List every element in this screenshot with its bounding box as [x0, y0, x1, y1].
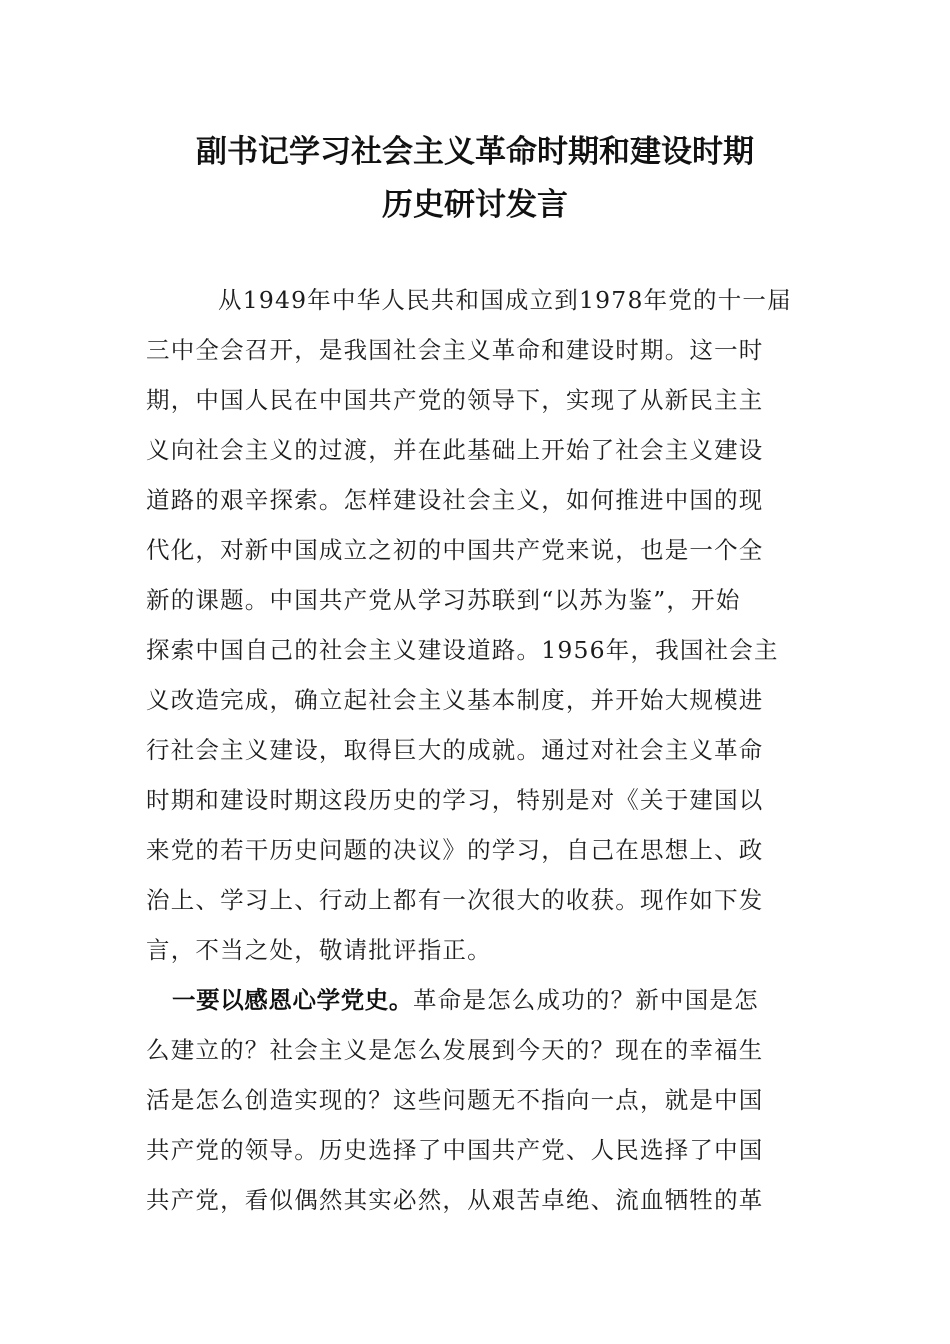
paragraph-1-line: 治上、学习上、行动上都有一次很大的收获。现作如下发 — [146, 886, 764, 914]
paragraph-1-line: 义向社会主义的过渡，并在此基础上开始了社会主义建设 — [146, 436, 764, 464]
paragraph-1-line: 探索中国自己的社会主义建设道路。1956年，我国社会主 — [146, 636, 779, 664]
document-title-line-2: 历史研讨发言 — [382, 187, 568, 223]
paragraph-1-line: 代化，对新中国成立之初的中国共产党来说，也是一个全 — [146, 536, 764, 564]
paragraph-2-first-line — [172, 975, 842, 1025]
paragraph-2-line: 活是怎么创造实现的？这些问题无不指向一点，就是中国 — [146, 1086, 764, 1114]
paragraph-1-line: 言，不当之处，敬请批评指正。 — [146, 936, 492, 964]
paragraph-1-line: 义改造完成，确立起社会主义基本制度，并开始大规模进 — [146, 686, 764, 714]
paragraph-2-first-line-rest: 革命是怎么成功的？新中国是怎 — [413, 986, 759, 1014]
paragraph-1-line: 从1949年中华人民共和国成立到1978年党的十一届 — [218, 286, 792, 314]
paragraph-1-line: 期，中国人民在中国共产党的领导下，实现了从新民主主 — [146, 386, 764, 414]
section-heading: 一要以感恩心学党史。 — [172, 986, 413, 1014]
paragraph-1-line: 三中全会召开，是我国社会主义革命和建设时期。这一时 — [146, 336, 764, 364]
paragraph-1-line: 新的课题。中国共产党从学习苏联到“以苏为鉴”，开始 — [146, 586, 741, 614]
paragraph-1-line: 时期和建设时期这段历史的学习，特别是对《关于建国以 — [146, 786, 764, 814]
paragraph-1-line: 来党的若干历史问题的决议》的学习，自己在思想上、政 — [146, 836, 764, 864]
paragraph-2-line: 共产党的领导。历史选择了中国共产党、人民选择了中国 — [146, 1136, 764, 1164]
paragraph-2-line: 么建立的？社会主义是怎么发展到今天的？现在的幸福生 — [146, 1036, 764, 1064]
paragraph-1-line: 道路的艰辛探索。怎样建设社会主义，如何推进中国的现 — [146, 486, 764, 514]
paragraph-2-line: 共产党，看似偶然其实必然，从艰苦卓绝、流血牺牲的革 — [146, 1186, 764, 1214]
paragraph-1-line: 行社会主义建设，取得巨大的成就。通过对社会主义革命 — [146, 736, 764, 764]
document-title-line-1: 副书记学习社会主义革命时期和建设时期 — [196, 134, 754, 170]
